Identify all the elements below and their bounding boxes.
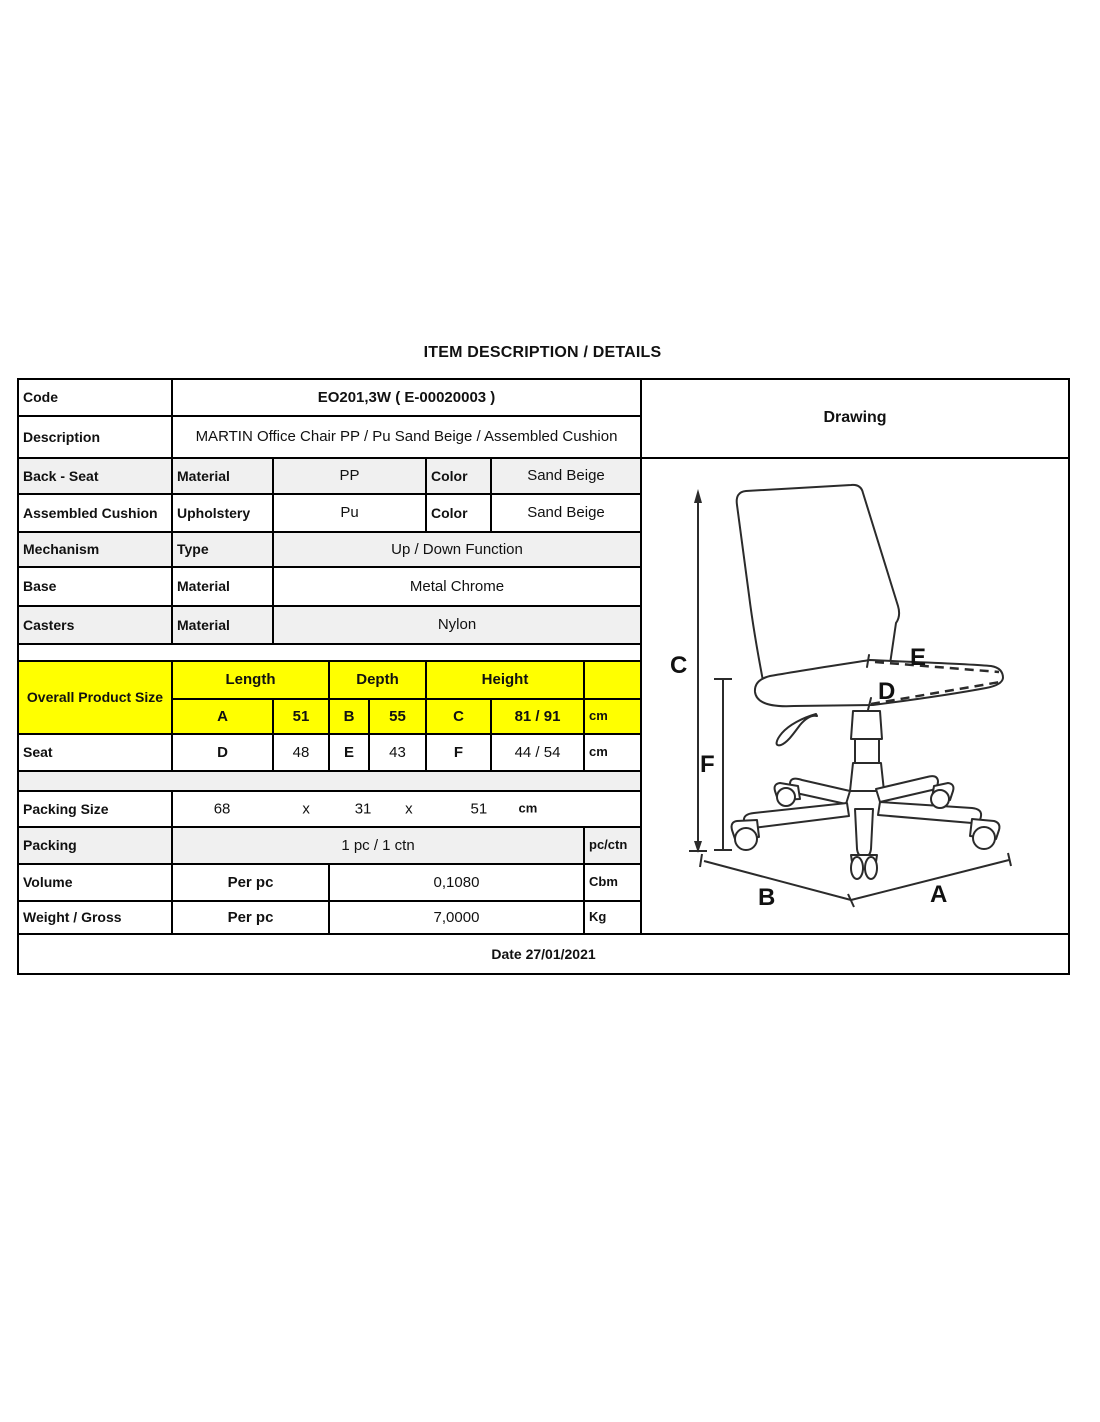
size-unit: cm [585,700,642,735]
size-header-depth: Depth [330,662,427,700]
dim-label-e: E [910,644,927,671]
spec-cushion-label: Assembled Cushion [19,495,173,533]
seat-label: Seat [19,735,173,772]
volume-value: 0,1080 [330,865,585,902]
dim-label-f: F [700,751,715,778]
spec-back-seat-color: Sand Beige [492,459,642,495]
dim-tick-ab-mid [848,894,854,907]
drawing-header: Drawing [642,380,1070,459]
dim-line-b [704,861,851,900]
dim-arrow-c-top [694,489,702,503]
seat-f-value: 44 / 54 [492,735,585,772]
packing-size-height: 51 [470,800,488,818]
volume-per: Per pc [173,865,330,902]
size-header-unit-spacer [585,662,642,700]
spec-mechanism-label: Mechanism [19,533,173,568]
volume-label: Volume [19,865,173,902]
size-a-value: 51 [274,700,330,735]
packing-size-x1: x [302,800,310,818]
base-arm-front [855,809,873,857]
spec-back-seat-label: Back - Seat [19,459,173,495]
caster-back-right [931,790,949,808]
base-arm-left [744,803,849,828]
spec-casters-attr: Material [173,607,274,645]
gas-lift-top [851,711,882,739]
seat-e-value: 43 [370,735,427,772]
chair-drawing [642,459,1068,933]
chair-lever [777,714,817,745]
size-b-value: 55 [370,700,427,735]
size-c-key: C [427,700,492,735]
spacer-row [19,645,642,662]
spec-base-label: Base [19,568,173,607]
caster-left [735,828,757,850]
spec-back-seat-attr: Material [173,459,274,495]
size-header-height: Height [427,662,585,700]
dim-label-c: C [670,652,688,679]
size-a-key: A [173,700,274,735]
code-label: Code [19,380,173,417]
description-value: MARTIN Office Chair PP / Pu Sand Beige / Assembled Cushion [173,417,642,459]
seat-unit: cm [585,735,642,772]
spec-base-value: Metal Chrome [274,568,642,607]
dim-tick-b-start [700,854,702,867]
seat-e-key: E [330,735,370,772]
date-row: Date 27/01/2021 [19,935,1070,975]
gas-lift-mid [855,739,879,763]
seat-d-key: D [173,735,274,772]
dim-label-d: D [878,678,896,705]
caster-back-left [777,788,795,806]
weight-label: Weight / Gross [19,902,173,935]
volume-unit: Cbm [585,865,642,902]
weight-value: 7,0000 [330,902,585,935]
dim-label-a: A [930,881,948,908]
code-value: EO201,3W ( E-00020003 ) [173,380,642,417]
packing-size-width: 31 [354,800,372,818]
chair-backrest [737,485,899,686]
weight-unit: Kg [585,902,642,935]
spec-cushion-color: Sand Beige [492,495,642,533]
packing-size-unit: cm [518,800,538,816]
gas-lift-bottom [850,763,884,791]
spec-mechanism-attr: Type [173,533,274,568]
spacer-row-2 [19,772,642,792]
description-label: Description [19,417,173,459]
spec-cushion-material: Pu [274,495,427,533]
size-header-length: Length [173,662,330,700]
packing-unit: pc/ctn [585,828,642,865]
spec-back-seat-material: PP [274,459,427,495]
seat-f-key: F [427,735,492,772]
dim-label-b: B [758,884,776,911]
spec-cushion-color-label: Color [427,495,492,533]
base-arm-back-right [876,776,938,802]
spec-mechanism-value: Up / Down Function [274,533,642,568]
caster-front-wheel-1 [851,857,863,879]
spec-casters-value: Nylon [274,607,642,645]
size-c-value: 81 / 91 [492,700,585,735]
packing-value: 1 pc / 1 ctn [173,828,585,865]
packing-label: Packing [19,828,173,865]
weight-per: Per pc [173,902,330,935]
packing-size-x2: x [405,800,413,818]
size-b-key: B [330,700,370,735]
spec-cushion-attr: Upholstery [173,495,274,533]
page-title: ITEM DESCRIPTION / DETAILS [423,344,662,361]
size-label: Overall Product Size [19,662,173,735]
drawing-cell [642,459,1070,935]
packing-size-length: 68 [213,800,231,818]
spec-base-attr: Material [173,568,274,607]
spec-casters-label: Casters [19,607,173,645]
packing-size-values [173,792,642,828]
packing-size-label: Packing Size [19,792,173,828]
caster-front-wheel-2 [865,857,877,879]
seat-d-value: 48 [274,735,330,772]
spec-back-seat-color-label: Color [427,459,492,495]
caster-right [973,827,995,849]
spec-table [17,378,1070,975]
base-arm-right [878,802,981,823]
